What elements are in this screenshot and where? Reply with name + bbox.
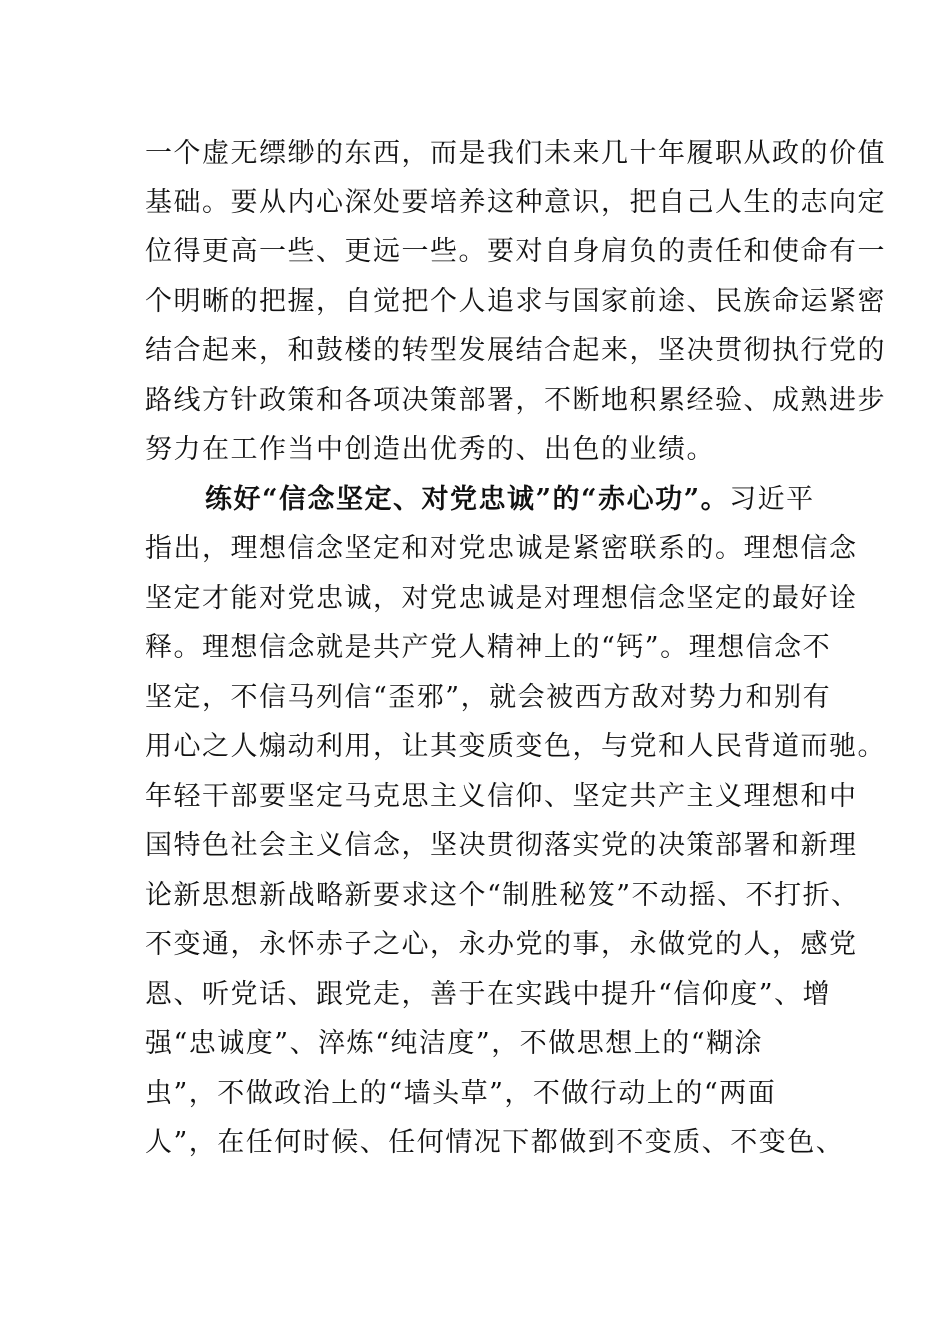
paragraph-2-line-13: 虫”，不做政治上的“墙头草”，不做行动上的“两面 xyxy=(145,1078,777,1109)
section-heading: 练好“信念坚定、对党忠诚”的“赤心功”。 xyxy=(205,484,730,515)
paragraph-2-line-3: 坚定才能对党忠诚，对党忠诚是对理想信念坚定的最好诠 xyxy=(145,583,858,614)
paragraph-2-line-11: 恩、听党话、跟党走，善于在实践中提升“信仰度”、增 xyxy=(145,979,832,1010)
paragraph-2-line-7: 年轻干部要坚定马克思主义信仰、坚定共产主义理想和中 xyxy=(145,781,858,812)
paragraph-2-line-12: 强“忠诚度”、淬炼“纯洁度”，不做思想上的“糊涂 xyxy=(145,1028,764,1059)
paragraph-2-first-line-rest: 习近平 xyxy=(729,484,815,515)
paragraph-1-line-3: 位得更高一些、更远一些。要对自身肩负的责任和使命有一 xyxy=(145,236,886,267)
paragraph-2-line-2: 指出，理想信念坚定和对党忠诚是紧密联系的。理想信念 xyxy=(145,533,858,564)
paragraph-1-line-1: 一个虚无缥缈的东西，而是我们未来几十年履职从政的价值 xyxy=(145,138,886,169)
paragraph-1-line-5: 结合起来，和鼓楼的转型发展结合起来，坚决贯彻执行党的 xyxy=(145,335,886,366)
paragraph-2-line-6: 用心之人煽动利用，让其变质变色，与党和人民背道而驰。 xyxy=(145,731,886,762)
paragraph-1-line-2: 基础。要从内心深处要培养这种意识，把自己人生的志向定 xyxy=(145,187,886,218)
paragraph-1-line-6: 路线方针政策和各项决策部署，不断地积累经验、成熟进步 xyxy=(145,385,886,416)
paragraph-2-line-10: 不变通，永怀赤子之心，永办党的事，永做党的人，感党 xyxy=(145,929,858,960)
paragraph-2-line-14: 人”，在任何时候、任何情况下都做到不变质、不变色、 xyxy=(145,1127,845,1158)
paragraph-2-first-line xyxy=(205,482,815,518)
paragraph-2-line-9: 论新思想新战略新要求这个“制胜秘笈”不动摇、不打折、 xyxy=(145,880,860,911)
paragraph-1-line-4: 个明晰的把握，自觉把个人追求与国家前途、民族命运紧密 xyxy=(145,286,886,317)
paragraph-1-line-7: 努力在工作当中创造出优秀的、出色的业绩。 xyxy=(145,434,715,465)
paragraph-2-line-8: 国特色社会主义信念，坚决贯彻落实党的决策部署和新理 xyxy=(145,830,858,861)
paragraph-2-line-5: 坚定，不信马列信“歪邪”，就会被西方敌对势力和别有 xyxy=(145,682,832,713)
paragraph-2-line-4: 释。理想信念就是共产党人精神上的“钙”。理想信念不 xyxy=(145,632,832,663)
